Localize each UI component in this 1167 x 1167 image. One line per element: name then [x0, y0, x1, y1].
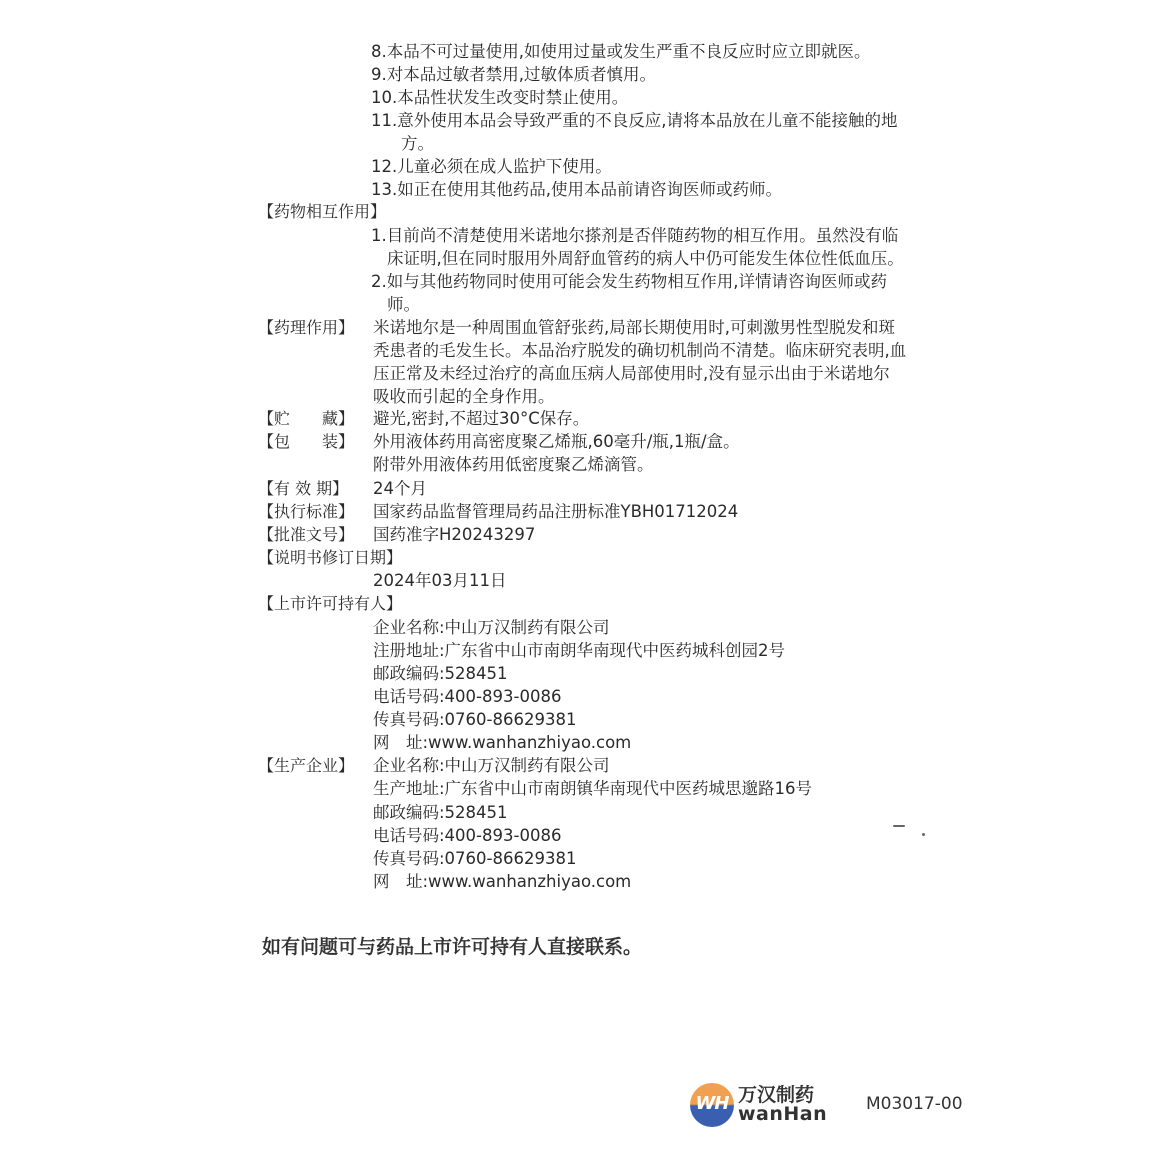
interaction-item-1-cont: 床证明,但在同时服用外周舒血管药的病人中仍可能发生体位性低血压。 [387, 249, 904, 268]
package-label: 【包 装】 [258, 432, 355, 451]
revision-value: 2024年03月11日 [373, 571, 507, 590]
interaction-item-2-cont: 师。 [387, 295, 420, 314]
manufacturer-fax: 传真号码:0760-86629381 [373, 849, 577, 868]
pharmacology-line: 秃患者的毛发生长。本品治疗脱发的确切机制尚不清楚。临床研究表明,血 [373, 341, 907, 360]
precaution-item-8: 8.本品不可过量使用,如使用过量或发生严重不良反应时应立即就医。 [371, 42, 871, 61]
precaution-item-9: 9.对本品过敏者禁用,过敏体质者慎用。 [371, 65, 656, 84]
manufacturer-postcode: 邮政编码:528451 [373, 803, 508, 822]
scan-smudge [893, 825, 905, 827]
wanhan-logo [690, 1083, 827, 1127]
logo-chinese-name: 万汉制药 [738, 1084, 815, 1106]
manufacturer-address: 生产地址:广东省中山市南朗镇华南现代中医药城思邈路16号 [373, 779, 813, 798]
approval-label: 【批准文号】 [258, 525, 355, 544]
precaution-item-13: 13.如正在使用其他药品,使用本品前请咨询医师或药师。 [371, 180, 782, 199]
manufacturer-label: 【生产企业】 [258, 756, 355, 775]
document-code: M03017-00 [866, 1094, 963, 1114]
contact-note: 如有问题可与药品上市许可持有人直接联系。 [262, 936, 643, 958]
interactions-label: 【药物相互作用】 [258, 202, 387, 221]
pharmacology-label: 【药理作用】 [258, 318, 355, 337]
holder-phone: 电话号码:400-893-0086 [373, 687, 562, 706]
wanhan-logo-mark-icon: WH [690, 1083, 734, 1127]
package-line: 外用液体药用高密度聚乙烯瓶,60毫升/瓶,1瓶/盒。 [373, 432, 740, 451]
storage-value: 避光,密封,不超过30°C保存。 [373, 409, 590, 428]
standard-label: 【执行标准】 [258, 502, 355, 521]
holder-label: 【上市许可持有人】 [258, 594, 403, 613]
holder-address: 注册地址:广东省中山市南朗华南现代中医药城科创园2号 [373, 641, 786, 660]
precaution-item-11-cont: 方。 [401, 134, 434, 153]
manufacturer-company: 企业名称:中山万汉制药有限公司 [373, 756, 610, 775]
validity-label: 【有 效 期】 [258, 479, 349, 498]
interaction-item-1: 1.目前尚不清楚使用米诺地尔搽剂是否伴随药物的相互作用。虽然没有临 [371, 226, 899, 245]
precaution-item-11: 11.意外使用本品会导致严重的不良反应,请将本品放在儿童不能接触的地 [371, 111, 898, 130]
holder-postcode: 邮政编码:528451 [373, 664, 508, 683]
approval-value: 国药准字H20243297 [373, 525, 536, 544]
precaution-item-12: 12.儿童必须在成人监护下使用。 [371, 157, 612, 176]
precaution-item-10: 10.本品性状发生改变时禁止使用。 [371, 88, 629, 107]
holder-website: 网 址:www.wanhanzhiyao.com [373, 733, 632, 752]
standard-value: 国家药品监督管理局药品注册标准YBH01712024 [373, 502, 739, 521]
manufacturer-phone: 电话号码:400-893-0086 [373, 826, 562, 845]
revision-label: 【说明书修订日期】 [258, 548, 403, 567]
package-line: 附带外用液体药用低密度聚乙烯滴管。 [373, 455, 654, 474]
pharmacology-line: 压正常及未经过治疗的高血压病人局部使用时,没有显示出由于米诺地尔 [373, 364, 890, 383]
storage-label: 【贮 藏】 [258, 409, 355, 428]
validity-value: 24个月 [373, 479, 427, 498]
holder-company: 企业名称:中山万汉制药有限公司 [373, 618, 610, 637]
logo-english-name: wanHan [738, 1103, 828, 1125]
holder-fax: 传真号码:0760-86629381 [373, 710, 577, 729]
interaction-item-2: 2.如与其他药物同时使用可能会发生药物相互作用,详情请咨询医师或药 [371, 272, 887, 291]
pharmacology-line: 米诺地尔是一种周围血管舒张药,局部长期使用时,可刺激男性型脱发和斑 [373, 318, 895, 337]
pharmacology-line: 吸收而引起的全身作用。 [373, 387, 555, 406]
manufacturer-website: 网 址:www.wanhanzhiyao.com [373, 872, 632, 891]
scan-smudge [922, 833, 925, 836]
